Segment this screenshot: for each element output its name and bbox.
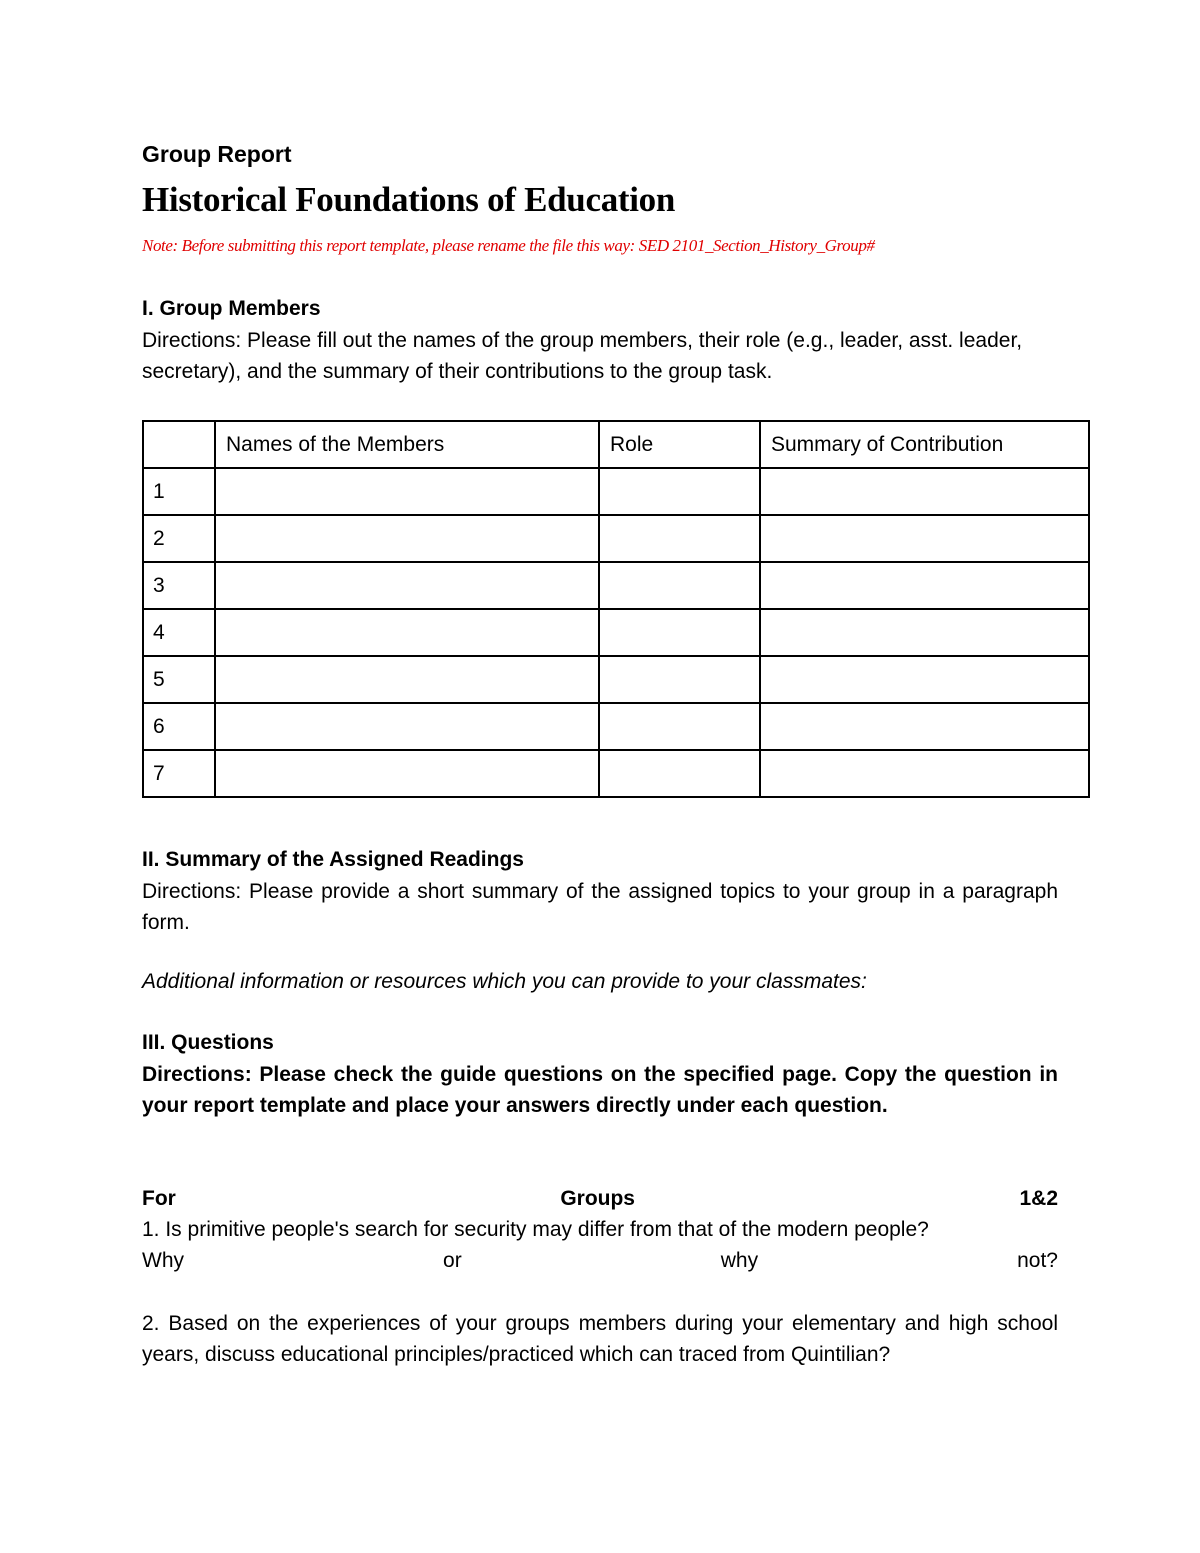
member-role-cell[interactable]	[599, 468, 760, 515]
member-contribution-cell[interactable]	[760, 703, 1089, 750]
question-1-continuation	[142, 1245, 1058, 1276]
row-index: 3	[143, 562, 215, 609]
question-2: 2. Based on the experiences of your groups members during your elementary and high school years, discuss educational principles/practiced which can traced from Quintilian?	[142, 1312, 1058, 1366]
table-row	[143, 609, 1089, 656]
member-name-cell[interactable]	[215, 562, 599, 609]
row-index: 7	[143, 750, 215, 797]
additional-info-prompt: Additional information or resources which you can provide to your classmates:	[142, 970, 867, 993]
member-name-cell[interactable]	[215, 468, 599, 515]
member-name-cell[interactable]	[215, 703, 599, 750]
member-role-cell[interactable]	[599, 703, 760, 750]
member-role-cell[interactable]	[599, 562, 760, 609]
groups-label-line	[142, 1183, 1058, 1214]
question-1: 1. Is primitive people's search for security may differ from that of the modern people?	[142, 1218, 929, 1241]
table-row	[143, 750, 1089, 797]
group-members-table	[142, 420, 1090, 798]
member-contribution-cell[interactable]	[760, 656, 1089, 703]
section-heading-questions: III. Questions	[142, 1031, 274, 1054]
table-row	[143, 703, 1089, 750]
table-row	[143, 515, 1089, 562]
rename-note: Note: Before submitting this report template, please rename the file this way: SED 2101_Section_History_Group#	[142, 236, 875, 255]
member-contribution-cell[interactable]	[760, 750, 1089, 797]
member-contribution-cell[interactable]	[760, 609, 1089, 656]
section-heading-assigned-readings: II. Summary of the Assigned Readings	[142, 848, 524, 871]
document-title: Historical Foundations of Education	[142, 180, 676, 219]
table-header-cell-names: Names of the Members	[215, 421, 599, 468]
questions-directions: Directions: Please check the guide questions on the specified page. Copy the question in your report template and place your answers directly under each question.	[142, 1063, 1058, 1117]
member-contribution-cell[interactable]	[760, 468, 1089, 515]
member-role-cell[interactable]	[599, 656, 760, 703]
member-contribution-cell[interactable]	[760, 515, 1089, 562]
section-heading-group-members: I. Group Members	[142, 297, 321, 320]
table-header-cell-index	[143, 421, 215, 468]
row-index: 1	[143, 468, 215, 515]
question-1-word: Why	[142, 1249, 184, 1272]
table-row	[143, 468, 1089, 515]
assigned-readings-directions: Directions: Please provide a short summary of the assigned topics to your group in a paragraph form.	[142, 880, 1058, 934]
row-index: 2	[143, 515, 215, 562]
member-role-cell[interactable]	[599, 609, 760, 656]
row-index: 6	[143, 703, 215, 750]
member-contribution-cell[interactable]	[760, 562, 1089, 609]
member-role-cell[interactable]	[599, 515, 760, 562]
groups-label-word: For	[142, 1187, 176, 1210]
table-header-cell-role: Role	[599, 421, 760, 468]
member-name-cell[interactable]	[215, 609, 599, 656]
member-name-cell[interactable]	[215, 515, 599, 562]
member-role-cell[interactable]	[599, 750, 760, 797]
row-index: 4	[143, 609, 215, 656]
question-1-word: why	[720, 1249, 759, 1272]
groups-label-word: 1&2	[1019, 1187, 1058, 1210]
table-header-cell-contribution: Summary of Contribution	[760, 421, 1089, 468]
member-name-cell[interactable]	[215, 656, 599, 703]
table-row	[143, 656, 1089, 703]
table-row	[143, 562, 1089, 609]
question-1-word: not?	[1017, 1249, 1058, 1272]
group-members-directions: Directions: Please fill out the names of the group members, their role (e.g., leader, asst. leader, secretary), and the summary of their contributions to the group task.	[142, 329, 1023, 383]
question-1-word: or	[443, 1249, 462, 1272]
table-header-row	[143, 421, 1089, 468]
document-subtitle: Group Report	[142, 141, 292, 167]
groups-label-word: Groups	[560, 1187, 635, 1210]
row-index: 5	[143, 656, 215, 703]
member-name-cell[interactable]	[215, 750, 599, 797]
